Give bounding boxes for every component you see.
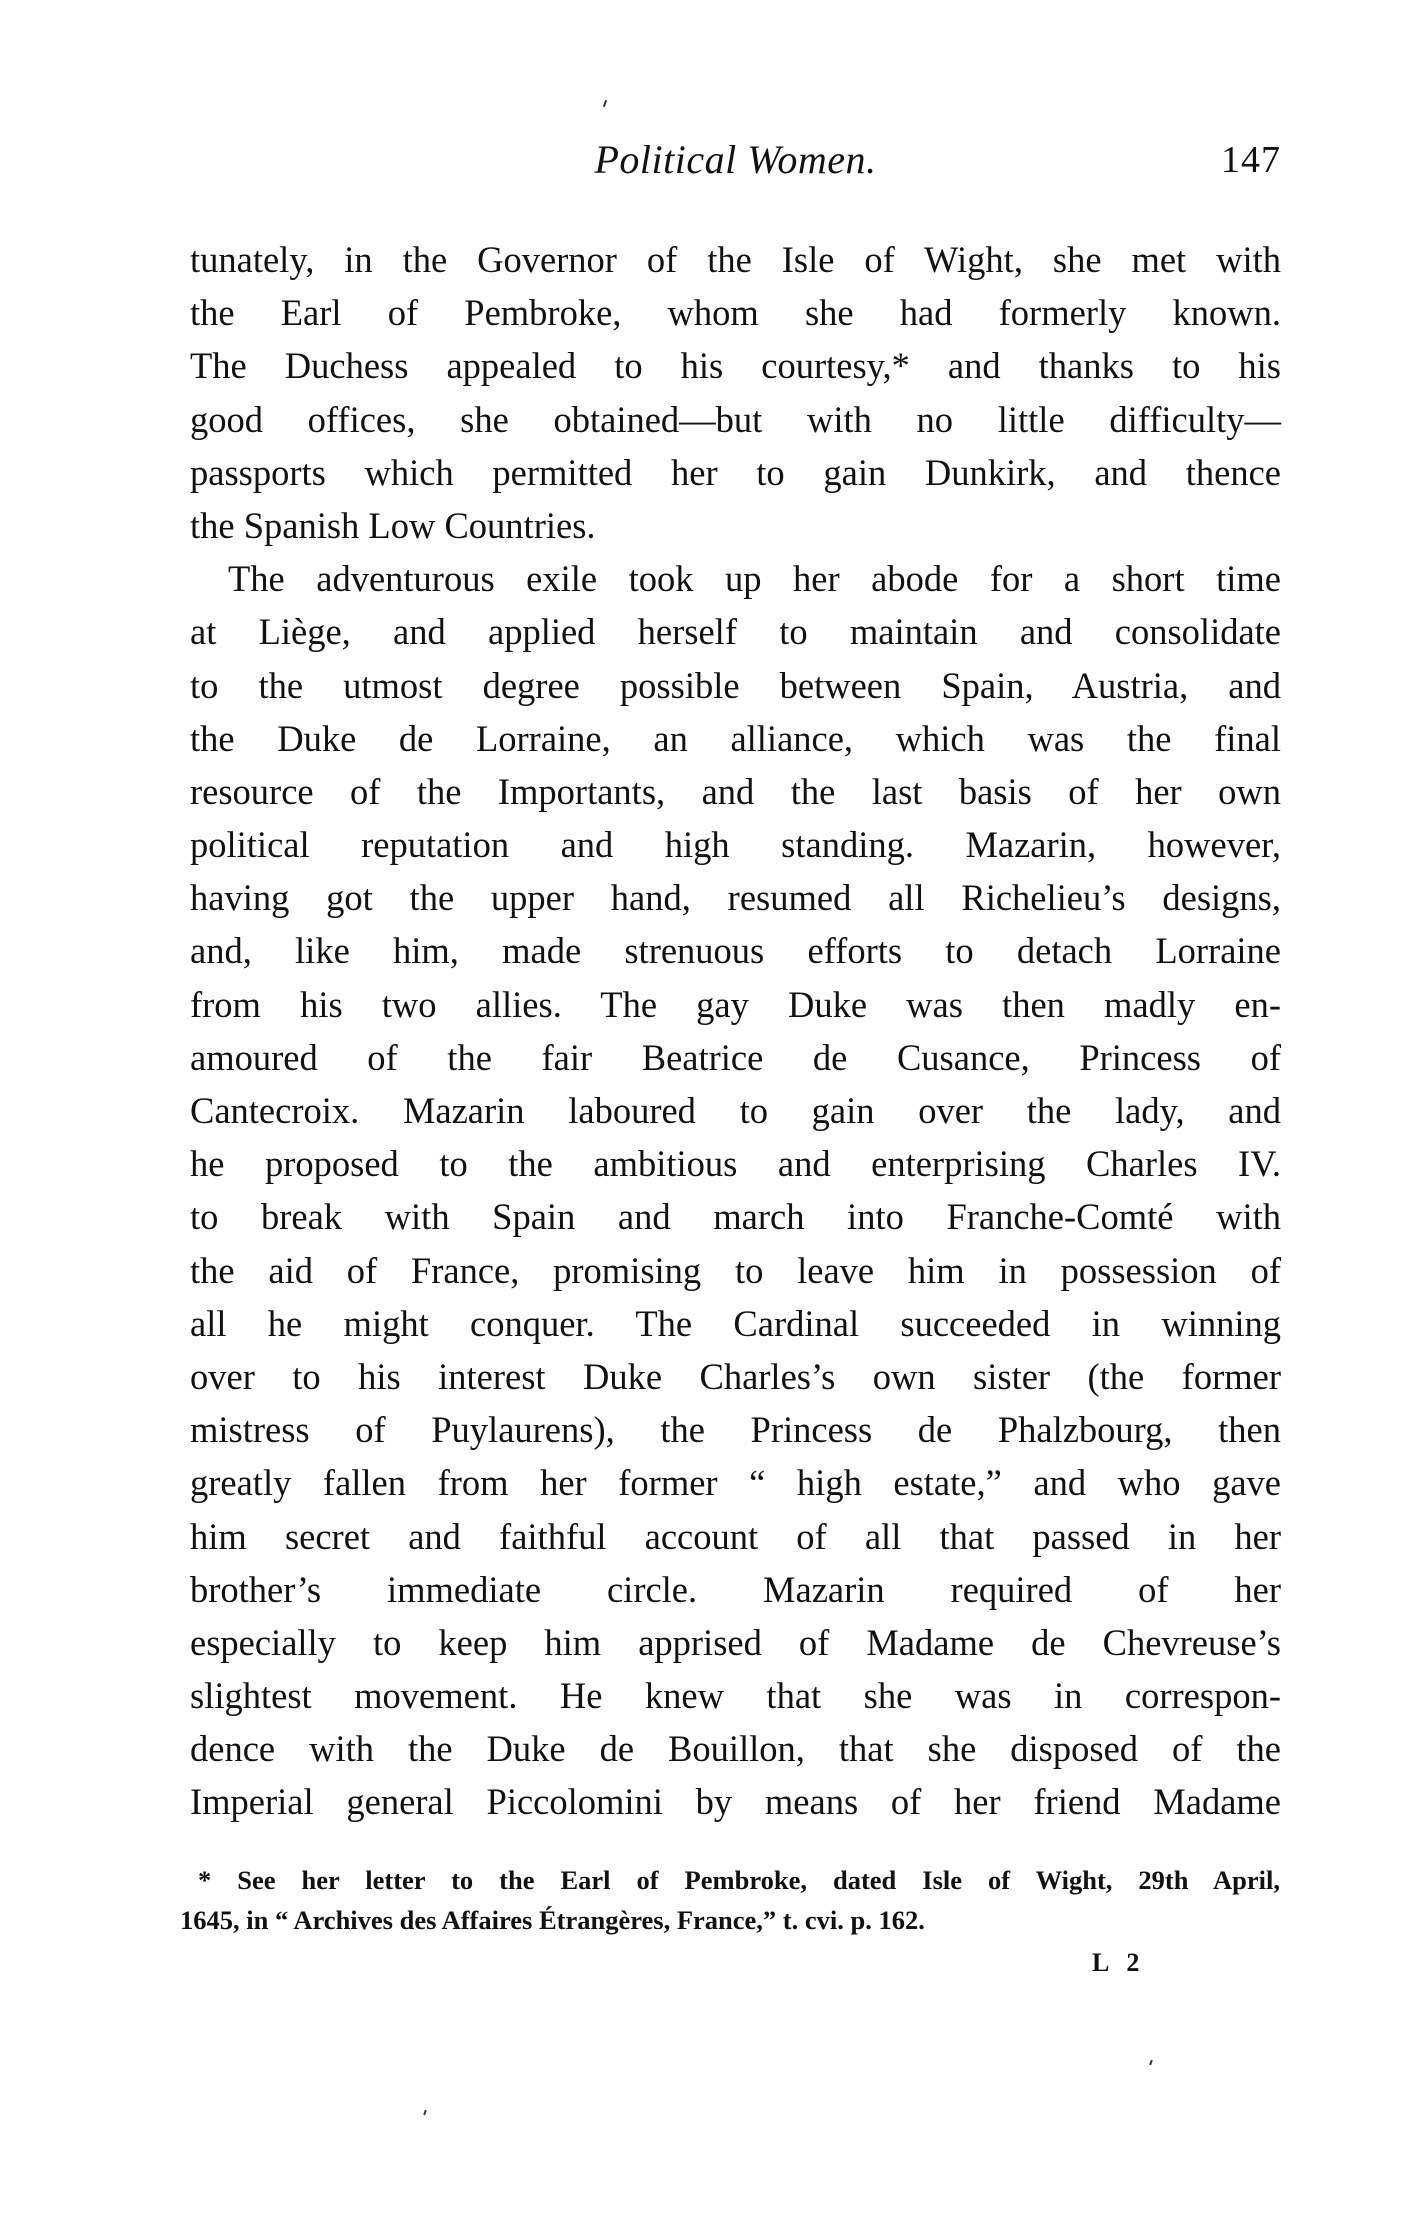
text-line — [190, 233, 1281, 286]
text-line-content: greatly fallen from her former “ high estate,” and who gave — [190, 1462, 1281, 1504]
text-line — [190, 1669, 1281, 1722]
text-line — [190, 1350, 1281, 1403]
text-line — [190, 871, 1281, 924]
text-line-content: having got the upper hand, resumed all Richelieu’s designs, — [190, 877, 1281, 919]
text-line-content: The adventurous exile took up her abode for a short time — [228, 558, 1281, 600]
text-line-content: The Duchess appealed to his courtesy,* and thanks to his — [190, 345, 1281, 387]
text-line-content: tunately, in the Governor of the Isle of Wight, she met with — [190, 239, 1281, 280]
text-line — [190, 1244, 1281, 1297]
text-line-content: to the utmost degree possible between Spain, Austria, and — [190, 664, 1281, 706]
text-line-content: brother’s immediate circle. Mazarin required of her — [190, 1568, 1281, 1610]
text-line — [190, 1297, 1281, 1350]
text-line — [190, 339, 1281, 392]
text-line-content: the Earl of Pembroke, whom she had formerly known. — [190, 292, 1281, 334]
text-line-content: the Spanish Low Countries. — [190, 504, 596, 546]
text-line-content: good offices, she obtained—but with no little difficulty— — [190, 398, 1281, 440]
text-line — [190, 499, 1281, 552]
text-line — [190, 765, 1281, 818]
text-line — [190, 712, 1281, 765]
scan-speck — [423, 2110, 427, 2115]
text-line — [190, 1190, 1281, 1243]
body-text — [190, 233, 1281, 1829]
text-line-content: Cantecroix. Mazarin laboured to gain over the lady, and — [190, 1090, 1281, 1131]
text-line — [190, 1137, 1281, 1190]
text-line — [190, 446, 1281, 499]
signature-mark: L 2 — [1092, 1948, 1146, 1977]
paragraph — [190, 233, 1281, 552]
page-header — [190, 136, 1281, 186]
scan-speck — [1149, 2060, 1153, 2065]
text-line-content: dence with the Duke de Bouillon, that she disposed of the — [190, 1728, 1281, 1770]
text-line-content: over to his interest Duke Charles’s own sister (the former — [190, 1355, 1281, 1397]
footnote-line: * See her letter to the Earl of Pembroke, dated Isle of Wight, 29th April, — [198, 1865, 1280, 1895]
footnote — [180, 1860, 1280, 1940]
text-line-content: the aid of France, promising to leave him in possession of — [190, 1249, 1281, 1291]
text-line — [190, 1722, 1281, 1775]
text-line — [190, 1616, 1281, 1669]
text-line-content: him secret and faithful account of all that passed in her — [190, 1515, 1281, 1557]
footnote-line: 1645, in “ Archives des Affaires Étrangères, France,” t. cvi. p. 162. — [180, 1905, 925, 1935]
page-number: 147 — [1221, 139, 1281, 181]
text-line-content: and, like him, made strenuous efforts to detach Lorraine — [190, 930, 1281, 972]
text-line — [190, 659, 1281, 712]
text-line-content: he proposed to the ambitious and enterprising Charles IV. — [190, 1143, 1281, 1185]
text-line — [190, 924, 1281, 977]
text-line-content: especially to keep him apprised of Madame de Chevreuse’s — [190, 1621, 1281, 1663]
text-line-content: amoured of the fair Beatrice de Cusance, Princess of — [190, 1036, 1281, 1078]
text-line-content: political reputation and high standing. Mazarin, however, — [190, 824, 1281, 866]
text-line — [190, 978, 1281, 1031]
text-line-content: passports which permitted her to gain Dunkirk, and thence — [190, 451, 1281, 493]
text-line — [190, 818, 1281, 871]
text-line — [190, 552, 1281, 605]
text-line-content: resource of the Importants, and the last basis of her own — [190, 770, 1281, 812]
text-line-content: all he might conquer. The Cardinal succeeded in winning — [190, 1302, 1281, 1344]
text-line — [190, 605, 1281, 658]
text-line — [190, 1403, 1281, 1456]
text-line — [190, 1084, 1281, 1137]
text-line — [190, 286, 1281, 339]
scan-speck — [603, 100, 607, 107]
text-line — [190, 1456, 1281, 1509]
text-line — [190, 1775, 1281, 1828]
text-line-content: at Liège, and applied herself to maintain and consolidate — [190, 611, 1281, 653]
text-line-content: to break with Spain and march into Franche-Comté with — [190, 1196, 1281, 1238]
text-line-content: slightest movement. He knew that she was in correspon- — [190, 1675, 1281, 1717]
running-title: Political Women. — [594, 137, 877, 182]
text-line-content: from his two allies. The gay Duke was then madly en- — [190, 983, 1281, 1025]
text-line-content: mistress of Puylaurens), the Princess de Phalzbourg, then — [190, 1409, 1281, 1451]
text-line-content: the Duke de Lorraine, an alliance, which was the final — [190, 717, 1281, 759]
text-line — [190, 1510, 1281, 1563]
text-line — [190, 1563, 1281, 1616]
paragraph — [190, 552, 1281, 1829]
text-line — [190, 393, 1281, 446]
text-line-content: Imperial general Piccolomini by means of her friend Madame — [190, 1781, 1281, 1823]
text-line — [190, 1031, 1281, 1084]
